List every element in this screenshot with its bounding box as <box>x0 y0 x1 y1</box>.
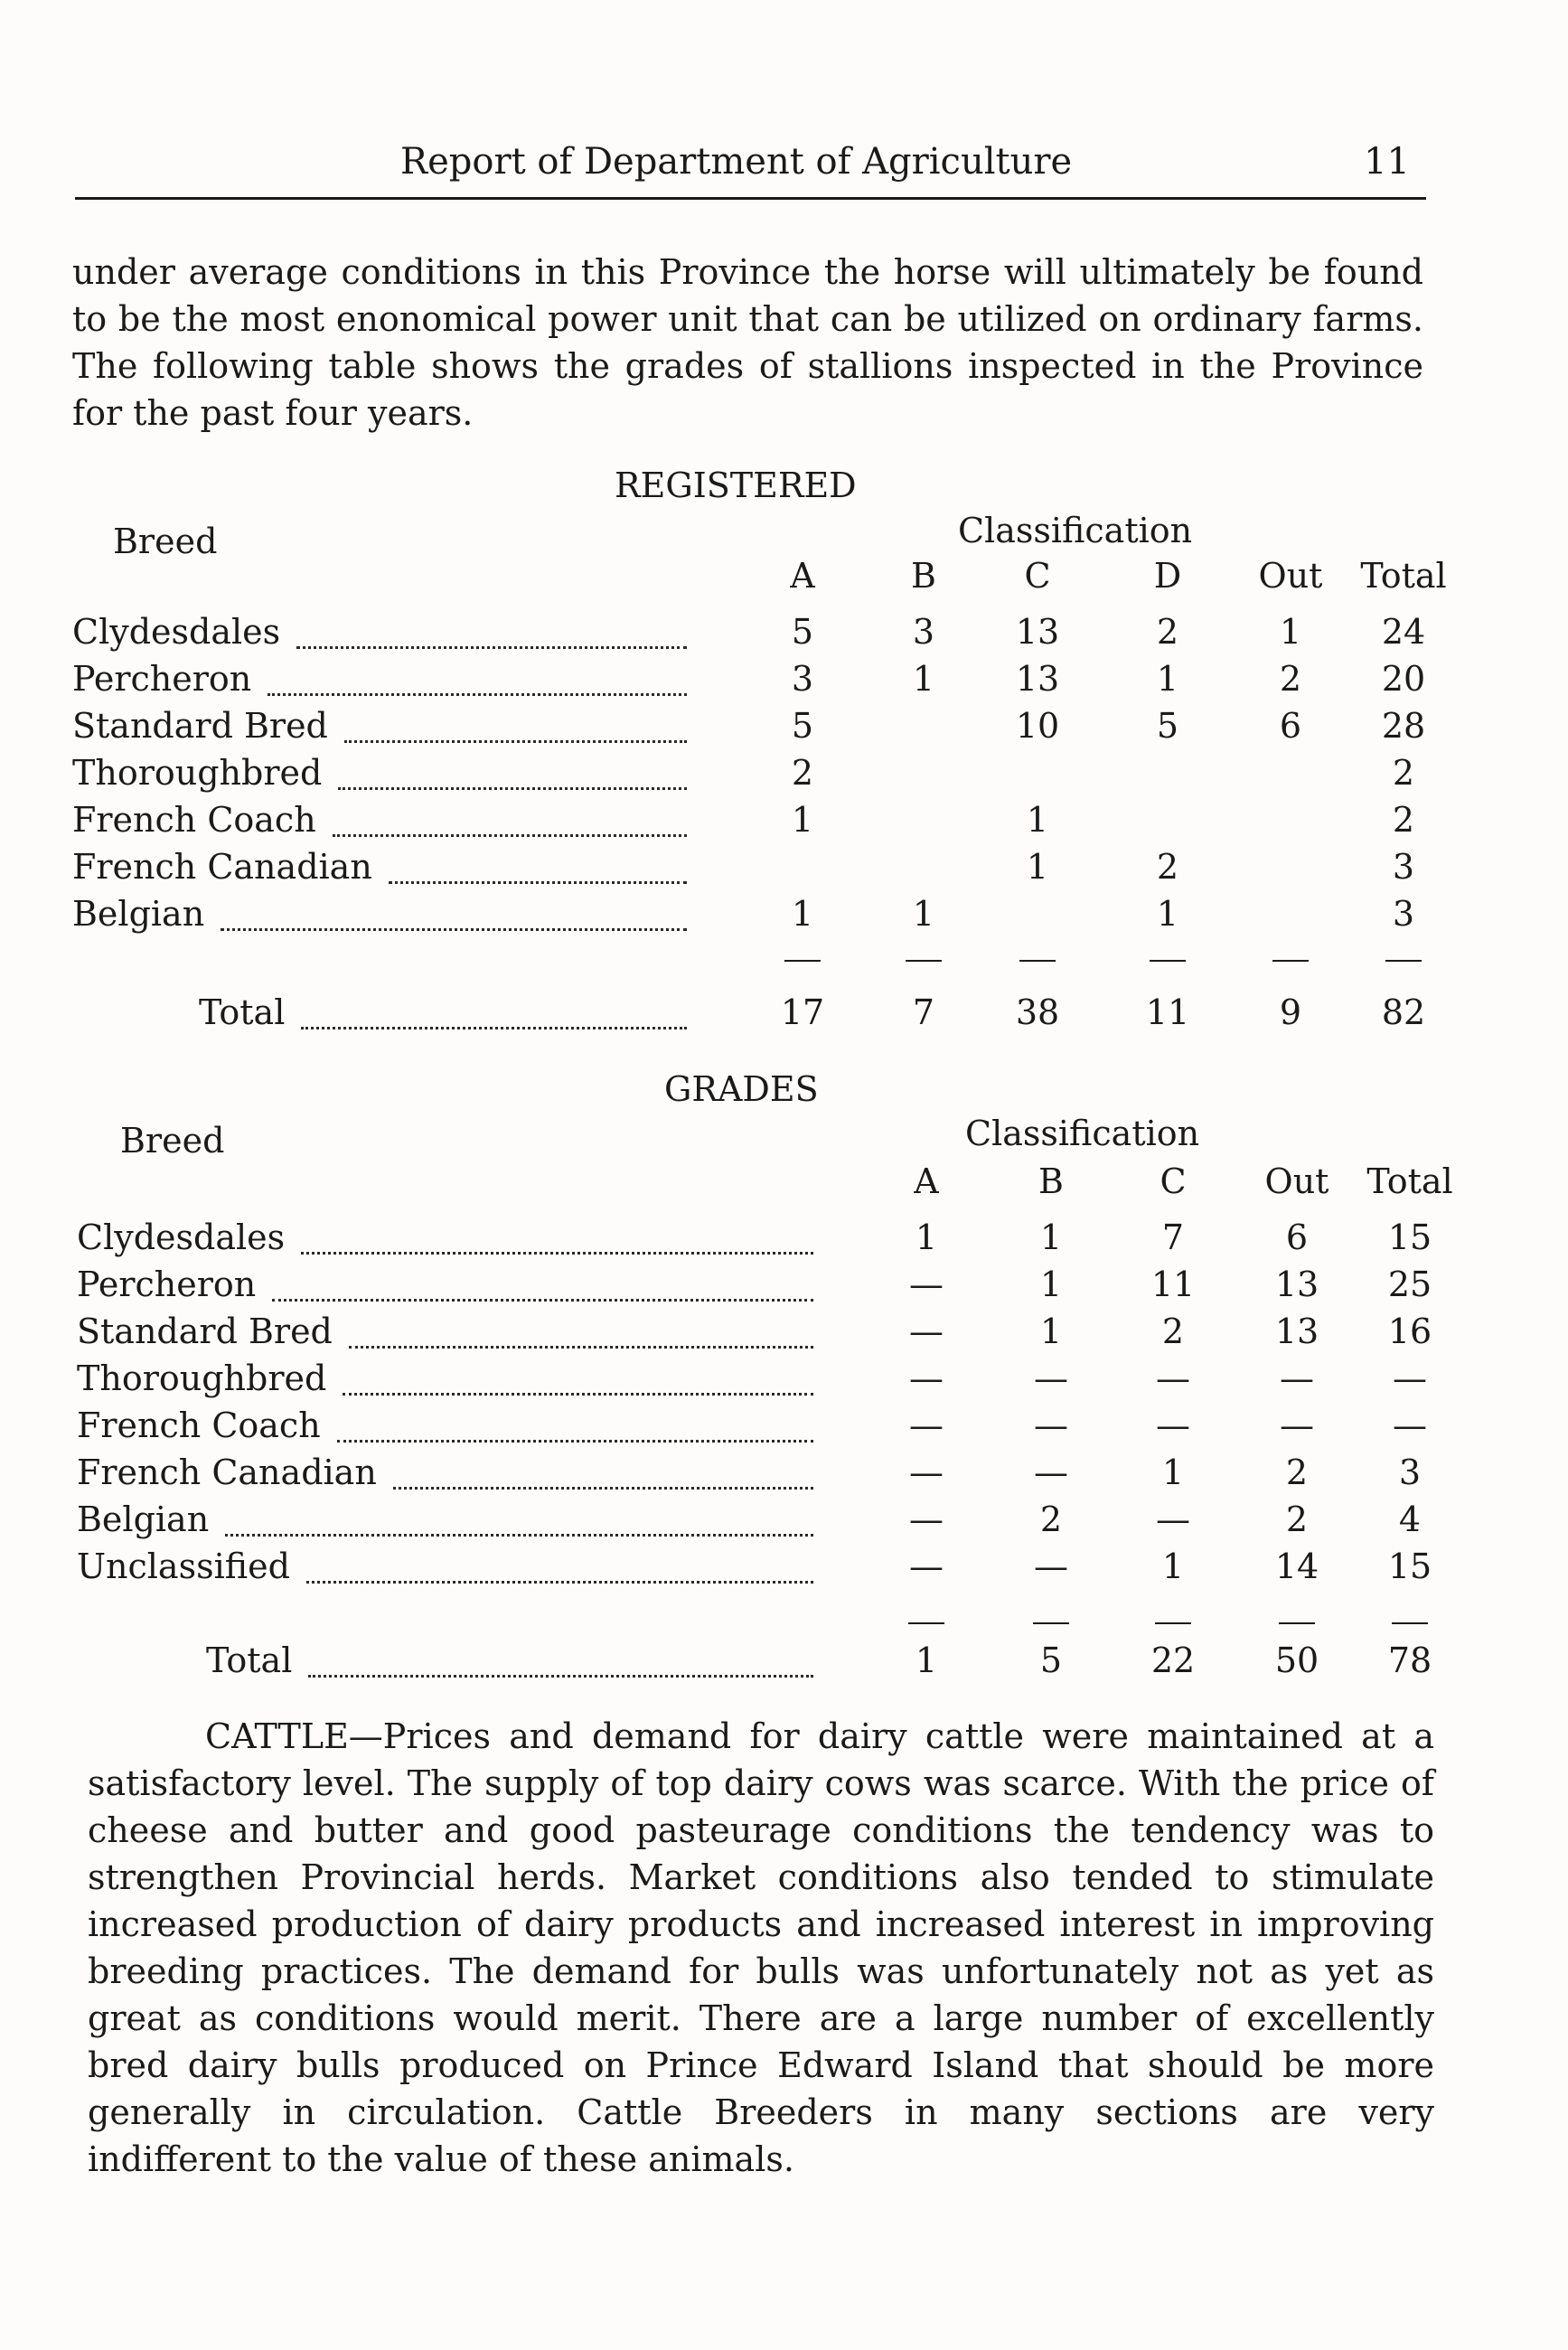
table-cell: 20 <box>1381 659 1426 699</box>
table-cell: C <box>1160 1161 1187 1201</box>
table-cell: C <box>1024 556 1051 596</box>
total-rule-dash <box>1150 960 1186 962</box>
table-cell: 1 <box>915 1217 938 1257</box>
dot-leader <box>268 693 687 696</box>
running-title: Report of Department of Agriculture <box>400 141 1073 183</box>
table-cell: 1 <box>791 800 814 840</box>
dot-leader <box>296 646 687 649</box>
registered-classification-label: Classification <box>958 511 1193 550</box>
breed-name: French Canadian <box>77 1452 377 1492</box>
table-cell: 24 <box>1381 612 1426 652</box>
table-cell: 5 <box>1156 706 1179 746</box>
table-cell: 25 <box>1387 1264 1432 1304</box>
registered-heading: REGISTERED <box>615 465 857 505</box>
table-cell: 3 <box>791 659 814 699</box>
table-cell: — <box>1156 1358 1190 1398</box>
table-cell: 7 <box>912 992 935 1032</box>
table-row <box>0 800 1568 847</box>
breed-name: Belgian <box>77 1499 210 1539</box>
intro-paragraph: under average conditions in this Province the horse will ultimately be found to be the most enonomical power unit that can be utilized on ordinary farms. The following table shows the grades of stallions inspected in the Province for the past four years. <box>72 252 1423 433</box>
table-cell: — <box>909 1452 944 1492</box>
grades-breed-label: Breed <box>120 1121 225 1161</box>
table-row <box>0 894 1568 941</box>
table-cell: — <box>1034 1358 1068 1398</box>
table-cell: 2 <box>1285 1452 1309 1492</box>
table-cell: — <box>909 1358 944 1398</box>
table-cell: 1 <box>1161 1546 1185 1586</box>
table-row <box>0 1264 1568 1311</box>
table-cell: — <box>1393 1405 1427 1445</box>
table-cell: Out <box>1264 1161 1329 1201</box>
table-cell: 2 <box>1392 753 1415 793</box>
table-cell: 2 <box>1039 1499 1063 1539</box>
breed-name: French Coach <box>77 1405 321 1445</box>
table-cell: B <box>911 556 936 596</box>
table-cell: 1 <box>1026 800 1049 840</box>
dot-leader <box>272 1299 813 1302</box>
total-rule-dash <box>1385 960 1422 962</box>
table-cell: — <box>1280 1358 1314 1398</box>
dot-leader <box>306 1581 813 1584</box>
table-cell: A <box>790 556 815 596</box>
table-cell: — <box>1280 1405 1314 1445</box>
table-row <box>0 706 1568 753</box>
table-cell: 4 <box>1398 1499 1422 1539</box>
total-rule-dash <box>908 1622 944 1624</box>
total-rule-dash <box>1272 960 1309 962</box>
table-cell: 1 <box>912 659 935 699</box>
table-cell: 10 <box>1015 706 1060 746</box>
dot-leader <box>308 1675 813 1678</box>
grades-column-header-row <box>0 1161 1568 1208</box>
table-cell: — <box>1034 1452 1068 1492</box>
table-cell: 1 <box>1039 1217 1063 1257</box>
page-header <box>75 134 1426 200</box>
total-rule-dash <box>1155 1622 1191 1624</box>
table-cell: Out <box>1258 556 1323 596</box>
dot-leader <box>343 1393 813 1396</box>
table-cell: — <box>909 1311 944 1351</box>
breed-name: Clydesdales <box>77 1217 286 1257</box>
table-cell: 15 <box>1387 1546 1432 1586</box>
table-cell: 11 <box>1145 992 1190 1032</box>
table-cell: Total <box>1360 556 1447 596</box>
table-row <box>0 1311 1568 1358</box>
total-rule-dash <box>1392 1622 1428 1624</box>
table-row <box>0 612 1568 659</box>
table-cell: 14 <box>1274 1546 1319 1586</box>
table-cell: 1 <box>1156 894 1179 934</box>
table-cell: 1 <box>1039 1311 1063 1351</box>
table-cell: 13 <box>1015 659 1060 699</box>
table-cell: — <box>909 1499 944 1539</box>
table-cell: 2 <box>1285 1499 1309 1539</box>
grades-heading: GRADES <box>664 1069 819 1109</box>
breed-name: Percheron <box>77 1264 257 1304</box>
table-cell: Total <box>1366 1161 1453 1201</box>
table-row <box>0 659 1568 706</box>
dot-leader <box>301 1252 813 1255</box>
table-cell: 1 <box>915 1640 938 1680</box>
table-cell: 1 <box>1026 847 1049 887</box>
table-cell: 15 <box>1387 1217 1432 1257</box>
table-cell: 6 <box>1285 1217 1309 1257</box>
table-cell: 1 <box>912 894 935 934</box>
table-cell: 9 <box>1279 992 1302 1032</box>
dot-leader <box>337 1440 813 1443</box>
total-label: Total <box>206 1640 293 1680</box>
total-rule-dash <box>1279 1622 1315 1624</box>
breed-name: Thoroughbred <box>72 753 323 793</box>
table-cell: B <box>1038 1161 1064 1201</box>
table-cell: 1 <box>1161 1452 1185 1492</box>
table-row <box>0 1217 1568 1264</box>
cattle-paragraph: CATTLE—Prices and demand for dairy cattle were maintained at a satisfactory level. The supply of top dairy cows was scarce. With the price of cheese and butter and good pasteurage conditions the tendency was to strengthen Provincial herds. Market conditions also tended to stimulate increased production of dairy products and increased interest in improving breeding practices. The demand for bulls was unfortunately not as yet as great as conditions would merit. There are a large number of excellently bred dairy bulls produced on Prince Edward Island that should be more generally in circulation. Cattle Breeders in many sections are very indifferent to the value of these animals. <box>88 1716 1434 2179</box>
dot-leader <box>389 881 687 884</box>
breed-name: Standard Bred <box>72 706 328 746</box>
table-cell: 1 <box>1279 612 1302 652</box>
breed-name: Thoroughbred <box>77 1358 327 1398</box>
table-cell: 1 <box>1039 1264 1063 1304</box>
table-cell: 2 <box>1392 800 1415 840</box>
total-rule-dash <box>1019 960 1056 962</box>
table-cell: — <box>1034 1405 1068 1445</box>
total-rule-dash <box>784 960 821 962</box>
registered-column-header-row <box>0 556 1568 603</box>
breed-name: Standard Bred <box>77 1311 333 1351</box>
table-cell: A <box>914 1161 939 1201</box>
table-cell: 3 <box>1392 847 1415 887</box>
total-rule-dash <box>906 960 942 962</box>
table-cell: — <box>909 1264 944 1304</box>
table-cell: — <box>1156 1405 1190 1445</box>
table-cell: 16 <box>1387 1311 1432 1351</box>
table-row <box>0 847 1568 894</box>
table-row <box>0 1499 1568 1546</box>
table-cell: 5 <box>1039 1640 1063 1680</box>
grades-total-rule <box>0 1622 1568 1631</box>
breed-name: Unclassified <box>77 1546 290 1586</box>
breed-name: Belgian <box>72 894 205 934</box>
table-row <box>0 1358 1568 1405</box>
table-cell: 5 <box>791 612 814 652</box>
table-cell: 78 <box>1387 1640 1432 1680</box>
table-cell: 2 <box>1156 612 1179 652</box>
table-cell: — <box>909 1405 944 1445</box>
total-rule-dash <box>1033 1622 1069 1624</box>
registered-total-row <box>0 992 1568 1039</box>
breed-name: Clydesdales <box>72 612 281 652</box>
registered-total-rule <box>0 960 1568 969</box>
table-cell: 3 <box>1392 894 1415 934</box>
table-cell: 50 <box>1274 1640 1319 1680</box>
registered-breed-label: Breed <box>113 522 218 561</box>
table-cell: D <box>1153 556 1182 596</box>
dot-leader <box>349 1346 813 1349</box>
dot-leader <box>225 1534 813 1537</box>
table-cell: 13 <box>1274 1264 1319 1304</box>
table-cell: — <box>909 1546 944 1586</box>
table-cell: 13 <box>1015 612 1060 652</box>
table-cell: 28 <box>1381 706 1426 746</box>
table-cell: 13 <box>1274 1311 1319 1351</box>
table-cell: 5 <box>791 706 814 746</box>
table-cell: — <box>1034 1546 1068 1586</box>
dot-leader <box>221 928 687 931</box>
dot-leader <box>333 834 687 837</box>
breed-name: French Canadian <box>72 847 372 887</box>
dot-leader <box>301 1027 687 1029</box>
dot-leader <box>393 1487 813 1490</box>
page-number: 11 <box>1364 141 1410 183</box>
table-cell: 17 <box>780 992 825 1032</box>
table-cell: 6 <box>1279 706 1302 746</box>
table-cell: 82 <box>1381 992 1426 1032</box>
dot-leader <box>338 787 687 790</box>
table-cell: 11 <box>1150 1264 1196 1304</box>
breed-name: French Coach <box>72 800 316 840</box>
table-cell: 1 <box>1156 659 1179 699</box>
total-label: Total <box>199 992 286 1032</box>
table-cell: 1 <box>791 894 814 934</box>
dot-leader <box>344 740 687 743</box>
table-cell: 2 <box>791 753 814 793</box>
table-cell: 3 <box>1398 1452 1422 1492</box>
table-cell: 3 <box>912 612 935 652</box>
table-cell: 2 <box>1279 659 1302 699</box>
table-row <box>0 753 1568 800</box>
table-cell: — <box>1156 1499 1190 1539</box>
table-row <box>0 1452 1568 1499</box>
table-cell: 2 <box>1156 847 1179 887</box>
table-cell: 7 <box>1161 1217 1185 1257</box>
table-cell: 2 <box>1161 1311 1185 1351</box>
table-cell: 38 <box>1015 992 1060 1032</box>
table-row <box>0 1405 1568 1452</box>
table-cell: — <box>1393 1358 1427 1398</box>
table-row <box>0 1546 1568 1593</box>
grades-classification-label: Classification <box>965 1114 1200 1153</box>
breed-name: Percheron <box>72 659 252 699</box>
grades-total-row <box>0 1640 1568 1687</box>
table-cell: 22 <box>1150 1640 1196 1680</box>
